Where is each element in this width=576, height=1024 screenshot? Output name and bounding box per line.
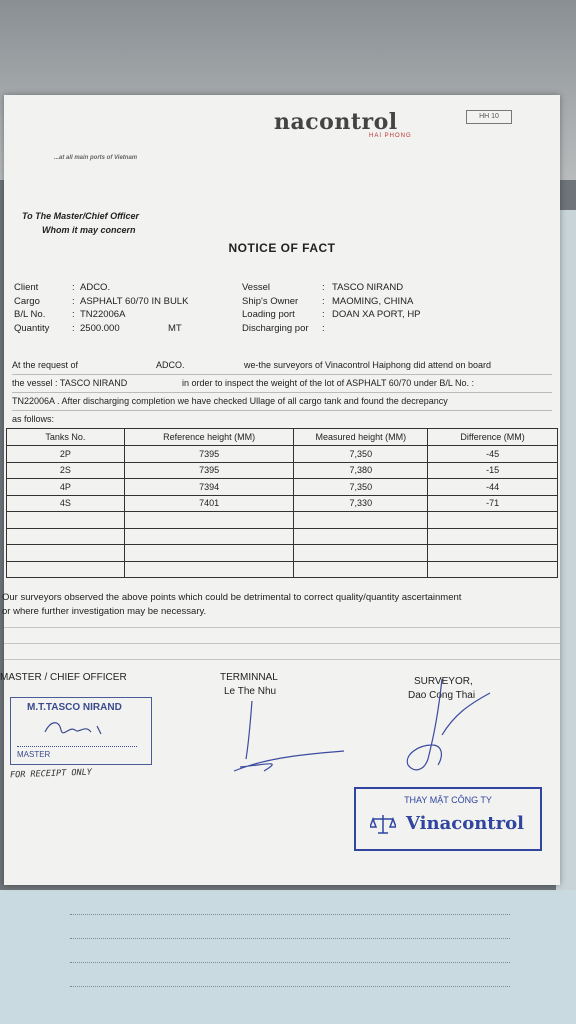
- logo-subtitle: HAI PHONG: [369, 133, 412, 139]
- notice-document: [0, 95, 560, 885]
- table-cell: [294, 545, 428, 562]
- value-bl-no: TN22006A: [80, 309, 126, 320]
- table-cell: [7, 561, 125, 578]
- paragraph-line: [12, 375, 552, 393]
- table-cell: [7, 545, 125, 562]
- table-cell: 7394: [124, 479, 294, 496]
- master-stamp: [10, 697, 152, 765]
- dotted-line: [70, 914, 510, 915]
- table-cell: 4P: [7, 479, 125, 496]
- label-discharging-port: Discharging por: [242, 322, 309, 334]
- table-cell: [124, 545, 294, 562]
- table-header-row: [7, 429, 558, 446]
- table-cell: -15: [428, 462, 558, 479]
- addressee-line1: To The Master/Chief Officer: [22, 211, 140, 221]
- paragraph-text: TN22006A . After discharging completion we have checked Ullage of all cargo tank and found the decrepancy: [12, 396, 448, 406]
- dotted-line: [70, 938, 510, 939]
- dotted-line: [70, 986, 510, 987]
- paragraph-text: in order to inspect the weight of the lot of ASPHALT 60/70 under B/L No. :: [182, 378, 475, 388]
- table-cell: [124, 512, 294, 529]
- table-cell: [428, 561, 558, 578]
- terminal-name: Le The Nhu: [224, 686, 277, 697]
- value-cargo: ASPHALT 60/70 IN BULK: [80, 295, 189, 307]
- table-cell: 7,350: [294, 479, 428, 496]
- observation-line2: or where further investigation may be necessary.: [2, 606, 207, 617]
- table-row: [7, 479, 558, 496]
- scales-icon: [370, 813, 396, 835]
- label-cargo: Cargo: [14, 295, 40, 307]
- details-right-colons: : : : :: [322, 282, 325, 334]
- tanks-table: [6, 428, 558, 578]
- table-cell: 4S: [7, 495, 125, 512]
- table-cell: [7, 528, 125, 545]
- stamp-vessel-name: M.T.TASCO NIRAND: [27, 702, 122, 713]
- table-row: [7, 495, 558, 512]
- paragraph-text: we-the surveyors of Vinacontrol Haiphong did attend on board: [244, 360, 491, 370]
- label-bl-no: B/L No.: [14, 309, 46, 320]
- document-title: NOTICE OF FACT: [228, 241, 336, 255]
- paragraph-text: At the request of: [12, 360, 79, 370]
- stamp-dotted-line: [17, 746, 137, 747]
- addressee-line2: Whom it may concern: [42, 225, 136, 235]
- terminal-signature: [204, 697, 354, 787]
- value-vessel: TASCO NIRAND: [332, 282, 404, 293]
- details-left-colons: : : : :: [72, 282, 75, 334]
- table-row: [7, 512, 558, 529]
- table-row: [7, 561, 558, 578]
- request-paragraph: [12, 357, 552, 428]
- table-cell: 7395: [124, 446, 294, 463]
- master-label: MASTER / CHIEF OFFICER: [0, 672, 127, 683]
- table-cell: 7,330: [294, 495, 428, 512]
- table-cell: 7,380: [294, 462, 428, 479]
- column-header: Reference height (MM): [124, 429, 294, 446]
- table-row: [7, 545, 558, 562]
- column-header: Tanks No.: [7, 429, 125, 446]
- table-cell: 2S: [7, 462, 125, 479]
- surveyor-label: SURVEYOR,: [414, 676, 473, 687]
- paragraph-client: ADCO.: [156, 360, 185, 370]
- details-right-labels: [242, 281, 309, 335]
- company-logo: nacontrol: [274, 109, 398, 135]
- paragraph-line: [12, 393, 552, 411]
- table-cell: [428, 512, 558, 529]
- table-cell: 7395: [124, 462, 294, 479]
- table-cell: -44: [428, 479, 558, 496]
- observation-line1: Our surveyors observed the above points which could be detrimental to correct quality/quantity ascertainment: [2, 592, 462, 603]
- value-loading-port: MAOMING, CHINA: [332, 295, 414, 307]
- table-cell: [428, 528, 558, 545]
- table-cell: -45: [428, 446, 558, 463]
- stamp-role: MASTER: [17, 750, 51, 759]
- table-row: [7, 528, 558, 545]
- stamp-company-line: THAY MẶT CÔNG TY: [404, 795, 492, 805]
- ruled-line: [4, 643, 560, 644]
- label-quantity: Quantity: [14, 322, 50, 334]
- value-client: ADCO.: [80, 282, 111, 293]
- paragraph-vessel: the vessel : TASCO NIRAND: [12, 378, 128, 388]
- value-discharging-port: DOAN XA PORT, HP: [332, 309, 421, 320]
- table-cell: [294, 561, 428, 578]
- table-row: [7, 462, 558, 479]
- header-tagline: ...at all main ports of Vietnam: [54, 155, 138, 161]
- label-vessel: Vessel: [242, 282, 270, 293]
- value-quantity: 2500.000: [80, 322, 120, 334]
- observation-text: [2, 591, 558, 619]
- table-cell: 7401: [124, 495, 294, 512]
- details-left-labels: [14, 281, 49, 335]
- column-header: Difference (MM): [428, 429, 558, 446]
- dotted-line: [70, 962, 510, 963]
- table-cell: [294, 512, 428, 529]
- table-cell: [124, 561, 294, 578]
- column-header: Measured height (MM): [294, 429, 428, 446]
- terminal-label: TERMINNAL: [220, 672, 278, 683]
- quantity-unit: MT: [168, 322, 182, 334]
- label-loading-port: Loading port: [242, 309, 295, 320]
- handwritten-note: FOR RECEIPT ONLY: [9, 767, 93, 781]
- table-cell: [294, 528, 428, 545]
- table-cell: -71: [428, 495, 558, 512]
- background-bottom-sheet: [0, 890, 576, 1024]
- table-cell: 7,350: [294, 446, 428, 463]
- ruled-line: [4, 659, 560, 660]
- paragraph-text: as follows:: [12, 414, 55, 424]
- table-cell: 2P: [7, 446, 125, 463]
- surveyor-signature: [398, 675, 508, 785]
- table-cell: [7, 512, 125, 529]
- form-code: HH 10: [466, 110, 512, 124]
- stamp-brand: Vinacontrol: [406, 813, 524, 834]
- label-client: Client: [14, 282, 39, 293]
- paragraph-line: [12, 357, 552, 375]
- paragraph-line: [12, 411, 552, 428]
- table-row: [7, 446, 558, 463]
- table-cell: [124, 528, 294, 545]
- company-stamp: [354, 787, 542, 851]
- ruled-line: [4, 627, 560, 628]
- table-cell: [428, 545, 558, 562]
- master-signature: [41, 718, 111, 740]
- surveyor-name: Dao Cong Thai: [408, 690, 476, 701]
- details-right-values: [332, 281, 421, 322]
- label-ships-owner: Ship's Owner: [242, 295, 299, 307]
